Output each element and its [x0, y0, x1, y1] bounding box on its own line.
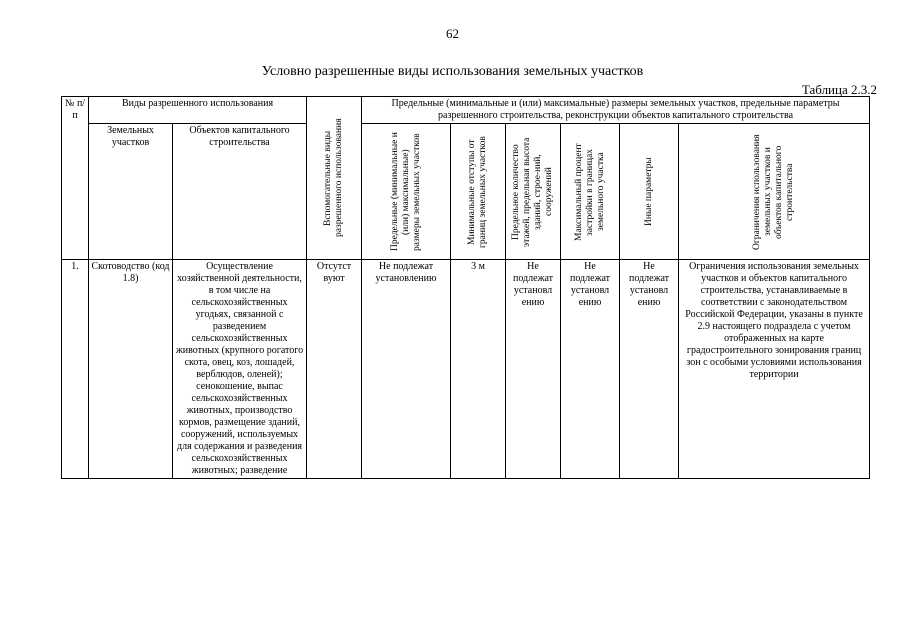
header-capital-objects: Объектов капитального строительства: [173, 124, 307, 260]
cell-floors: Не подлежат установл ению: [506, 260, 561, 479]
header-limits: Предельные (минимальные и (или) максимальные) размеры земельных участков, предельные параметры разрешенного строительства, реконструкции объектов капитального строительства: [362, 97, 870, 124]
cell-num: 1.: [62, 260, 89, 479]
cell-setbacks: 3 м: [451, 260, 506, 479]
header-other-text: Иные параметры: [643, 157, 654, 226]
header-floors: [506, 124, 561, 260]
header-auxiliary: [307, 97, 362, 260]
header-floors-text: Предельное количество этажей, предельная высота зданий, строе-ний, сооружений: [511, 136, 555, 247]
header-auxiliary-text: Вспомогательные виды разрешенного использования: [323, 118, 345, 238]
header-num: № п/п: [62, 97, 89, 260]
header-plot-sizes-text: Предельные (минимальные и (или) максимальные) размеры земельных участков: [389, 132, 422, 251]
table-number: Таблица 2.3.2: [801, 82, 877, 97]
table-row: [62, 260, 870, 479]
cell-plot-sizes: Не подлежат установлению: [362, 260, 451, 479]
header-use-types: Виды разрешенного использования: [89, 97, 307, 124]
header-other: [620, 124, 679, 260]
cell-land-use: Скотоводство (код 1.8): [89, 260, 173, 479]
cell-other: Не подлежат установл ению: [620, 260, 679, 479]
header-coverage-text: Максимальный процент застройки в границах земельного участка: [573, 142, 606, 241]
header-setbacks: [451, 124, 506, 260]
permitted-use-table: [61, 96, 870, 479]
cell-coverage: Не подлежат установл ению: [561, 260, 620, 479]
header-restrictions: [679, 124, 870, 260]
page-title: Условно разрешенные виды использования земельных участков: [261, 64, 644, 79]
header-plot-sizes: [362, 124, 451, 260]
header-land-plots: Земельных участков: [89, 124, 173, 260]
header-coverage: [561, 124, 620, 260]
cell-auxiliary: Отсутст вуют: [307, 260, 362, 479]
cell-object: Осуществление хозяйственной деятельности, в том числе на сельскохозяйственных угодьях, связанной с разведением сельскохозяйственных животных (крупного рогатого скота, овец, коз, лошадей, верблюдов, оленей); сенокошение, выпас сельскохозяйственных животных, производство кормов, размещение зданий, сооружений, используемых для содержания и разведения сельскохозяйственных животных; разведение: [173, 260, 307, 479]
header-restrictions-text: Ограничения использования земельных участков и объектов капитального строительства: [752, 133, 796, 250]
cell-restrictions: Ограничения использования земельных участков и объектов капитального строительства, устанавливаемые в соответствии с законодательством Российской Федерации, указаны в пункте 2.9 настоящего подраздела с учетом отображенных на карте градостроительного зонирования границ зон с особыми условиями использования территории: [679, 260, 870, 479]
page-number: 62: [446, 26, 459, 41]
header-setbacks-text: Минимальные отступы от границ земельных участков: [467, 135, 489, 248]
